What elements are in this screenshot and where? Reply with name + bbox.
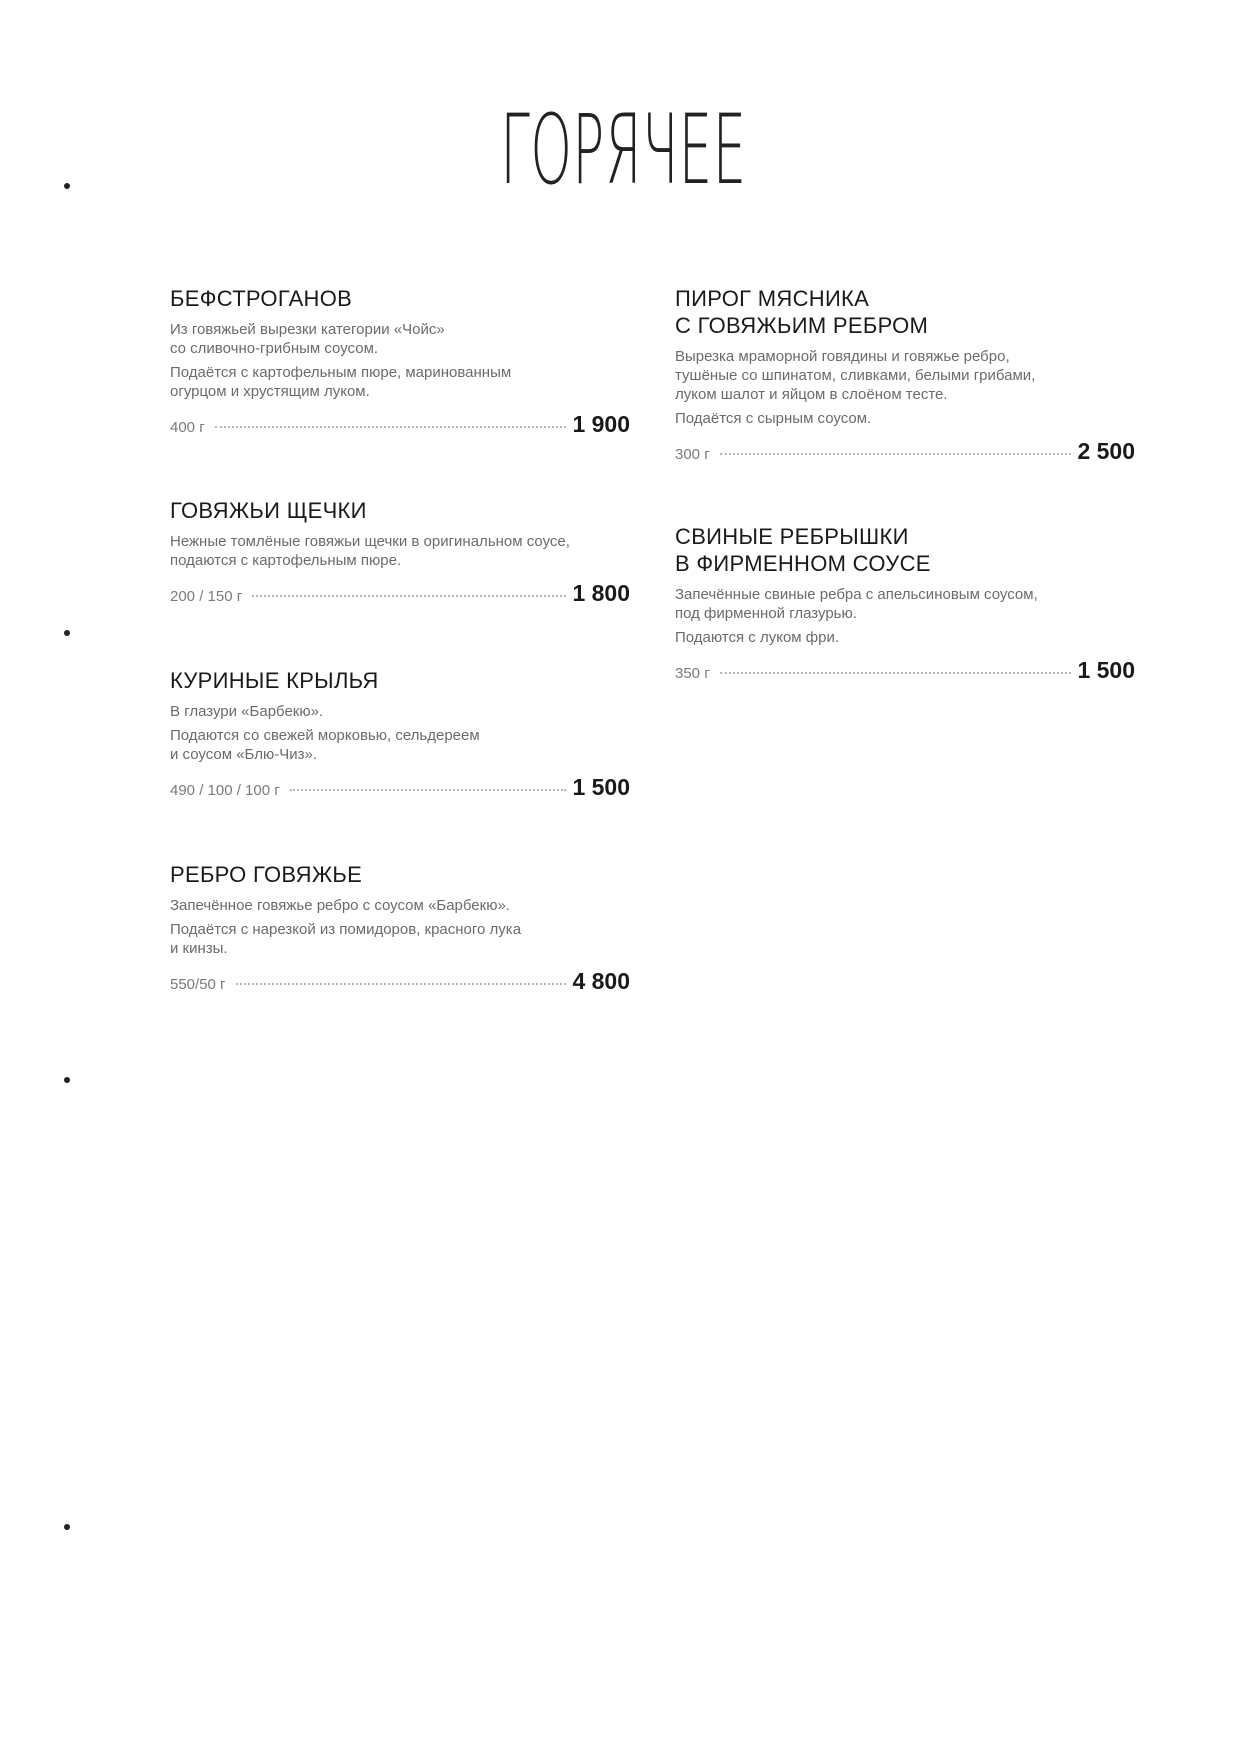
menu-item (675, 285, 1135, 465)
dish-price: 2 500 (1077, 438, 1135, 464)
dish-description: Запечённое говяжье ребро с соусом «Барбекю». (170, 897, 510, 914)
dot-leader (252, 595, 566, 597)
binder-hole (64, 183, 70, 189)
menu-item (170, 497, 630, 607)
dish-footer (675, 438, 1135, 465)
dish-price: 1 500 (1077, 657, 1135, 683)
dish-description: Подаётся с картофельным пюре, маринованным огурцом и хрустящим луком. (170, 364, 512, 400)
dish-name: СВИНЫЕ РЕБРЫШКИ В ФИРМЕННОМ СОУСЕ (675, 524, 931, 576)
dish-footer (170, 968, 630, 995)
dish-footer (675, 657, 1135, 684)
dish-weight: 400 г (170, 419, 205, 436)
menu-item (675, 523, 1135, 684)
dish-weight: 490 / 100 / 100 г (170, 782, 280, 799)
dish-name: БЕФСТРОГАНОВ (170, 286, 353, 311)
dot-leader (720, 453, 1072, 455)
dish-footer (170, 580, 630, 607)
binder-hole (64, 1077, 70, 1083)
dish-footer (170, 774, 630, 801)
menu-item (170, 667, 630, 801)
dish-weight: 350 г (675, 665, 710, 682)
dish-name: КУРИНЫЕ КРЫЛЬЯ (170, 668, 379, 693)
dish-weight: 200 / 150 г (170, 588, 243, 605)
dot-leader (720, 672, 1072, 674)
menu-item (170, 861, 630, 995)
dish-description: Из говяжьей вырезки категории «Чойс» со сливочно-грибным соусом. (170, 321, 445, 357)
dot-leader (215, 426, 567, 428)
dish-price: 1 900 (572, 411, 630, 437)
dish-description: В глазури «Барбекю». (170, 703, 324, 720)
dish-description: Подаются с луком фри. (675, 629, 840, 646)
dish-name: ГОВЯЖЬИ ЩЕЧКИ (170, 498, 367, 523)
dish-description: Вырезка мраморной говядины и говяжье ребро, тушёные со шпинатом, сливками, белыми грибами, луком шалот и яйцом в слоёном тесте. (675, 348, 1036, 403)
dish-footer (170, 411, 630, 438)
page-title: ГОРЯЧЕЕ (500, 94, 747, 206)
dish-price: 1 800 (572, 580, 630, 606)
dish-name: РЕБРО ГОВЯЖЬЕ (170, 862, 363, 887)
dish-description: Подаётся с сырным соусом. (675, 410, 872, 427)
dish-weight: 550/50 г (170, 976, 226, 993)
dish-description: Подаётся с нарезкой из помидоров, красного лука и кинзы. (170, 921, 522, 957)
dish-description: Подаются со свежей морковью, сельдереем и соусом «Блю-Чиз». (170, 727, 480, 763)
dot-leader (236, 983, 567, 985)
dish-price: 1 500 (572, 774, 630, 800)
dish-description: Запечённые свиные ребра с апельсиновым соусом, под фирменной глазурью. (675, 586, 1038, 622)
binder-hole (64, 630, 70, 636)
dish-name: ПИРОГ МЯСНИКА С ГОВЯЖЬИМ РЕБРОМ (675, 286, 929, 338)
dish-price: 4 800 (572, 968, 630, 994)
dish-weight: 300 г (675, 446, 710, 463)
binder-hole (64, 1524, 70, 1530)
dish-description: Нежные томлёные говяжьи щечки в оригинальном соусе, подаются с картофельным пюре. (170, 533, 570, 569)
dot-leader (290, 789, 567, 791)
menu-item (170, 285, 630, 438)
